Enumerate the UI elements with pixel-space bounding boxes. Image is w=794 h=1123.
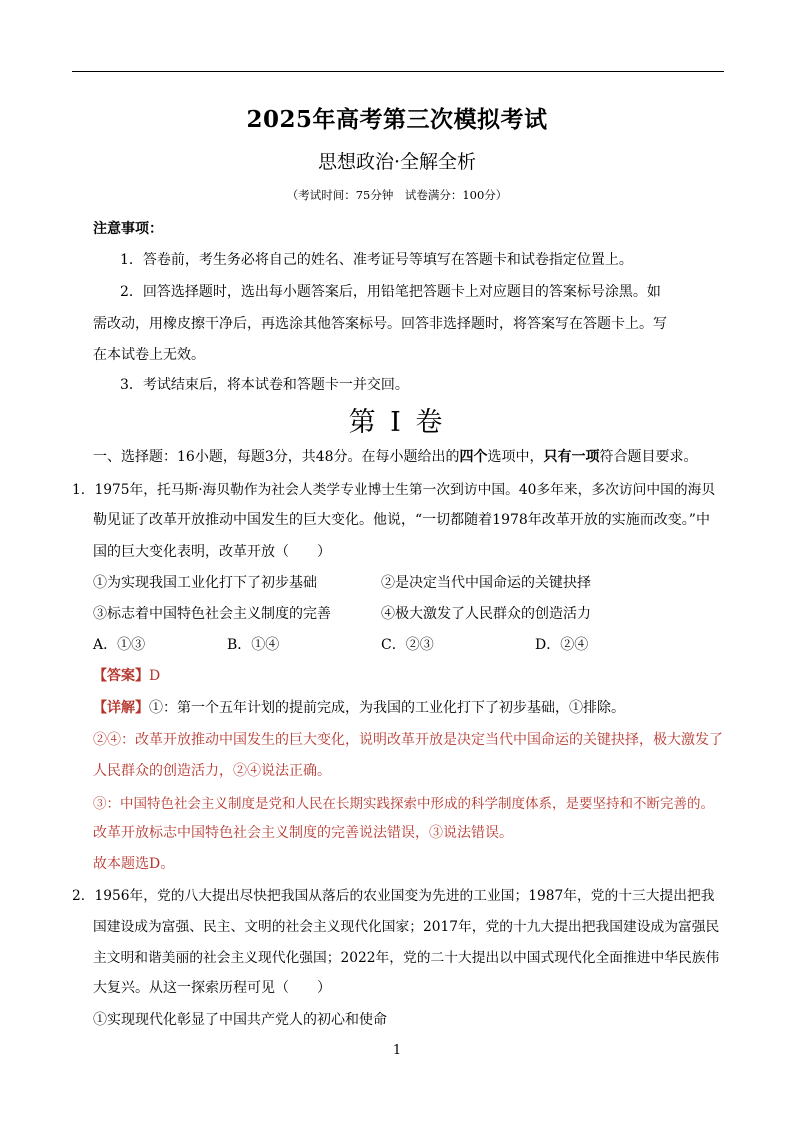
q1-detail-2-line-2: 人民群众的创造活力，②④说法正确。 xyxy=(93,763,331,779)
q1-stem-line-3: 国的巨大变化表明，改革开放（ ） xyxy=(93,544,331,560)
q1-conclusion: 故本题选D。 xyxy=(93,856,175,872)
q2-stem-line-1: 2．1956年，党的八大提出尽快把我国从落后的农业国变为先进的工业国；1987年，党的十三大提出把我 xyxy=(72,888,715,904)
section-text-prefix: 一、选择题：16小题，每题3分，共48分。在每小题给出的 xyxy=(93,449,460,465)
volume-title: 第 I 卷 xyxy=(348,407,446,438)
q1-detail-1 xyxy=(93,697,625,717)
q2-stem-line-2: 国建设成为富强、民主、文明的社会主义现代化国家；2017年，党的十九大提出把我国建设成为富强民 xyxy=(93,919,720,935)
q2-stem-line-3: 主文明和谐美丽的社会主义现代化强国；2022年，党的二十大提出以中国式现代化全面推进中华民族伟 xyxy=(93,950,720,966)
notice-heading: 注意事项： xyxy=(93,221,163,237)
header-rule xyxy=(72,71,724,72)
page-title: 2025年高考第三次模拟考试 xyxy=(246,106,548,133)
notice-item-2-line-2: 需改动，用橡皮擦干净后，再选涂其他答案标号。回答非选择题时，将答案写在答题卡上。写 xyxy=(93,316,667,332)
q1-option-a: A．①③ xyxy=(93,637,146,653)
exam-time-info: （考试时间：75分钟 试卷满分：100分） xyxy=(286,188,508,202)
notice-item-3: 3．考试结束后，将本试卷和答题卡一并交回。 xyxy=(120,377,409,393)
q1-detail-3-line-2: 改革开放标志中国特色社会主义制度的完善说法错误，③说法错误。 xyxy=(93,825,513,841)
q1-statement-2: ②是决定当代中国命运的关键抉择 xyxy=(381,575,591,591)
q1-option-c: C．②③ xyxy=(381,637,434,653)
q2-stem-line-4: 大复兴。从这一探索历程可见（ ） xyxy=(93,980,331,996)
page-subtitle: 思想政治·全解全析 xyxy=(317,151,477,173)
notice-item-1: 1．答卷前，考生务必将自己的姓名、准考证号等填写在答题卡和试卷指定位置上。 xyxy=(120,252,633,268)
answer-value: D xyxy=(149,668,161,684)
q1-statement-4: ④极大激发了人民群众的创造活力 xyxy=(381,606,591,622)
q1-stem-line-1: 1．1975年，托马斯·海贝勒作为社会人类学专业博士生第一次到访中国。40多年来，多次访问中国的海贝 xyxy=(72,482,716,498)
q1-answer xyxy=(93,665,160,685)
detail-text-1: ①：第一个五年计划的提前完成，为我国的工业化打下了初步基础，①排除。 xyxy=(149,700,625,716)
section-text-bold-four: 四个 xyxy=(459,449,488,465)
q2-statement-1: ①实现现代化彰显了中国共产党人的初心和使命 xyxy=(93,1012,387,1028)
q1-option-d: D．②④ xyxy=(535,637,589,653)
q1-statement-1: ①为实现我国工业化打下了初步基础 xyxy=(93,575,317,591)
page-number: 1 xyxy=(392,1043,402,1058)
notice-item-2-line-1: 2．回答选择题时，选出每小题答案后，用铅笔把答题卡上对应题目的答案标号涂黑。如 xyxy=(120,284,661,300)
q1-stem-line-2: 勒见证了改革开放推动中国发生的巨大变化。他说，“一切都随着1978年改革开放的实施而改变。”中 xyxy=(93,512,710,528)
section-text-suffix: 符合题目要求。 xyxy=(599,449,698,465)
q1-detail-2-line-1: ②④：改革开放推动中国发生的巨大变化，说明改革开放是决定当代中国命运的关键抉择，极大激发了 xyxy=(93,732,723,748)
notice-item-2-line-3: 在本试卷上无效。 xyxy=(93,347,205,363)
section-instructions xyxy=(93,446,698,466)
q1-statement-3: ③标志着中国特色社会主义制度的完善 xyxy=(93,606,331,622)
answer-tag: 【答案】 xyxy=(93,668,149,684)
q1-detail-3-line-1: ③：中国特色社会主义制度是党和人民在长期实践探索中形成的科学制度体系，是要坚持和不断完善的。 xyxy=(93,796,714,812)
detail-tag: 【详解】 xyxy=(93,700,149,716)
q1-option-b: B．①④ xyxy=(227,637,280,653)
section-text-middle: 选项中， xyxy=(487,449,544,465)
section-text-bold-only-one: 只有一项 xyxy=(543,449,600,465)
